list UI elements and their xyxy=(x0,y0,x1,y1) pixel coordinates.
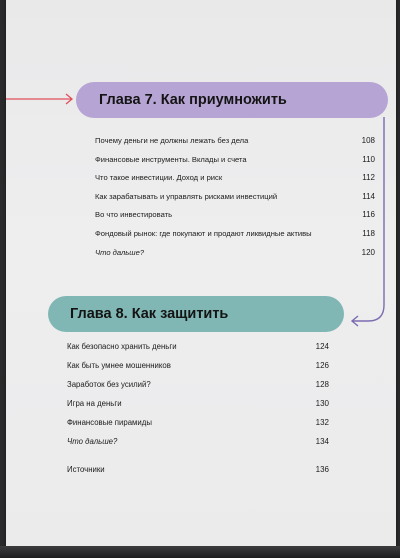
toc-item-title: Фондовый рынок: где покупают и продают ликвидные активы xyxy=(95,229,312,238)
toc-item-page: 124 xyxy=(315,342,329,351)
toc-item-page: 130 xyxy=(315,399,329,408)
toc-item-title: Что такое инвестиции. Доход и риск xyxy=(95,173,223,182)
toc-item-title: Игра на деньги xyxy=(67,399,122,408)
toc-item-page: 126 xyxy=(315,361,329,370)
sources-title: Источники xyxy=(67,465,105,474)
toc-item-page: 116 xyxy=(362,210,375,219)
toc-item[interactable] xyxy=(95,248,375,257)
toc-item-page: 118 xyxy=(362,229,375,238)
toc-item-page: 110 xyxy=(362,155,375,164)
toc-item-page: 114 xyxy=(362,192,375,201)
toc-item-page: 112 xyxy=(362,173,375,182)
connector-arrow-icon xyxy=(346,115,396,330)
toc-item[interactable] xyxy=(67,342,329,351)
toc-item-title: Что дальше? xyxy=(67,437,118,446)
toc-item-page: 128 xyxy=(315,380,329,389)
sources-entry[interactable] xyxy=(67,465,329,474)
chapter-7-title: Глава 7. Как приумножить xyxy=(99,92,287,108)
toc-item[interactable] xyxy=(67,361,329,370)
toc-item-title: Почему деньги не должны лежать без дела xyxy=(95,136,249,145)
page-edge-shadow xyxy=(0,546,400,558)
chapter-8-title: Глава 8. Как защитить xyxy=(70,306,229,322)
book-page xyxy=(6,0,396,548)
toc-item-title: Заработок без усилий? xyxy=(67,380,151,389)
toc-item-title: Как безопасно хранить деньги xyxy=(67,342,177,351)
toc-item[interactable] xyxy=(67,418,329,427)
arrow-right-icon xyxy=(6,93,76,105)
toc-item-title: Как быть умнее мошенников xyxy=(67,361,171,370)
toc-item[interactable] xyxy=(67,380,329,389)
toc-item-page: 134 xyxy=(315,437,329,446)
toc-item-title: Финансовые инструменты. Вклады и счета xyxy=(95,155,247,164)
toc-item[interactable] xyxy=(95,173,375,182)
toc-item[interactable] xyxy=(95,155,375,164)
chapter-7-header xyxy=(76,82,388,118)
sources-page: 136 xyxy=(315,465,329,474)
toc-item[interactable] xyxy=(67,437,329,446)
toc-item-title: Во что инвестировать xyxy=(95,210,173,219)
toc-item-page: 108 xyxy=(361,136,375,145)
toc-item-title: Финансовые пирамиды xyxy=(67,418,152,427)
toc-item[interactable] xyxy=(95,229,375,238)
toc-item-title: Как зарабатывать и управлять рисками инвестиций xyxy=(95,192,278,201)
toc-item-page: 132 xyxy=(315,418,329,427)
toc-item[interactable] xyxy=(95,210,375,219)
toc-item-title: Что дальше? xyxy=(95,248,145,257)
chapter-8-header xyxy=(48,296,344,332)
toc-item-page: 120 xyxy=(361,248,375,257)
toc-item[interactable] xyxy=(67,399,329,408)
toc-item[interactable] xyxy=(95,192,375,201)
toc-item[interactable] xyxy=(95,136,375,145)
